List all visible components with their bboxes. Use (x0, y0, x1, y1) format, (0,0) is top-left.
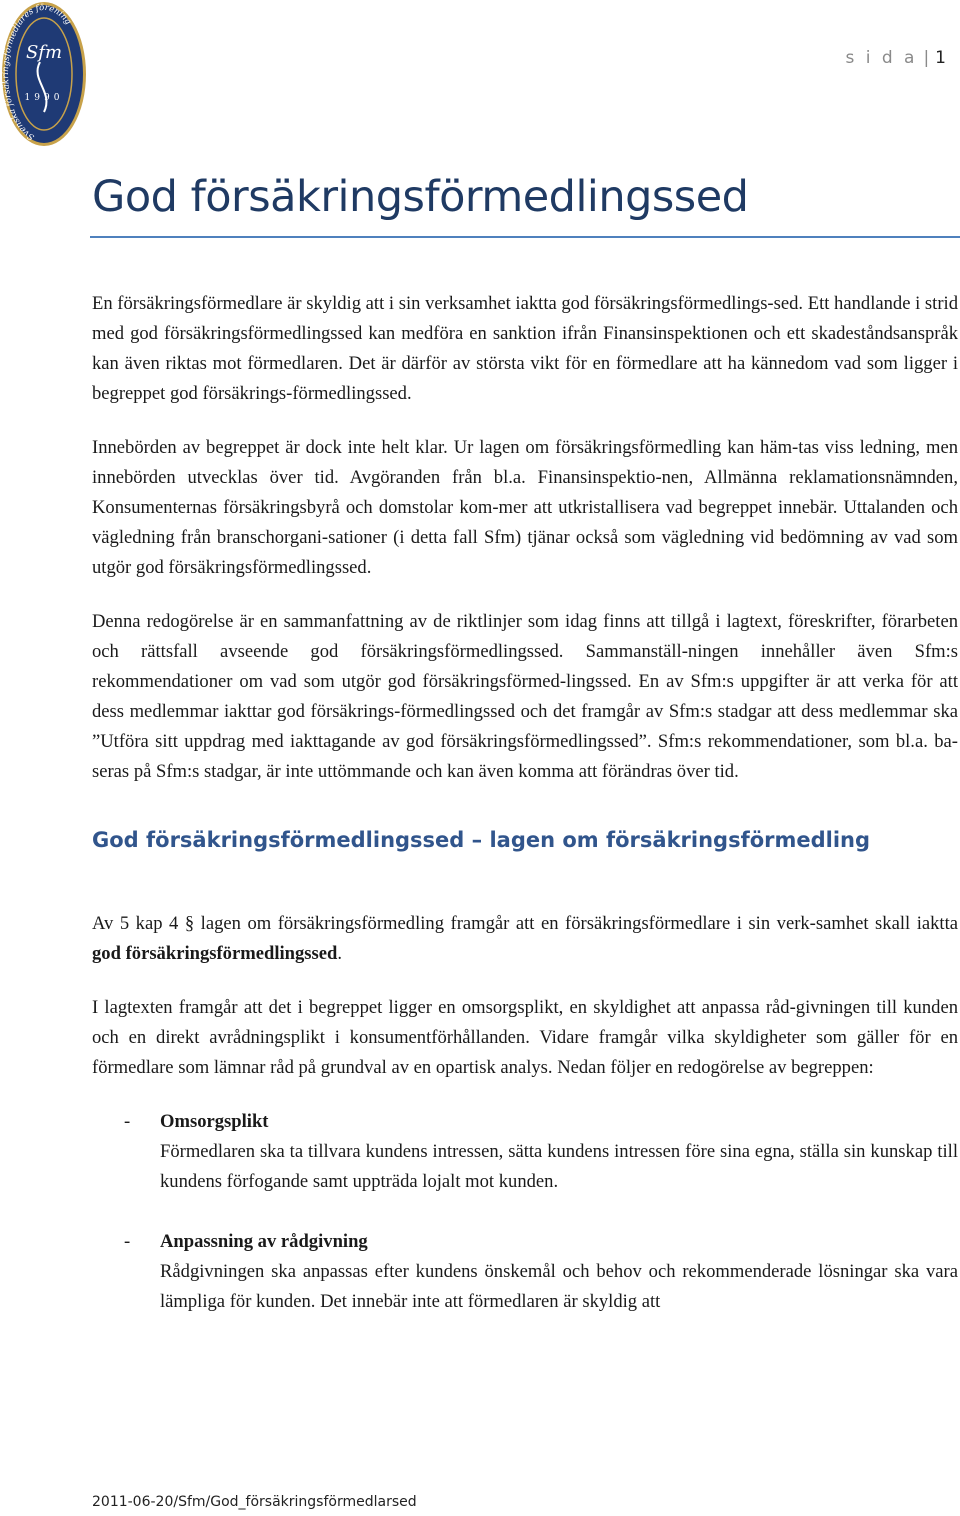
page-label: s i d a (845, 48, 918, 68)
paragraph: Innebörden av begreppet är dock inte helt klar. Ur lagen om försäkringsförmedling kan häm-tas viss ledning, men innebörden utvecklas över tid. Avgöranden från bl.a. Finansinspektio-nen, Allmänna reklamationsnämnden, Konsumenternas försäkringsbyrå och domstolar kom-mer att utkristallisera vad begreppet innebär. Uttalanden och vägledning från branschorgani-sationer (i detta fall Sfm) tjänar också som vägledning vid bedömning av vad som utgör god försäkringsförmedlingssed. (92, 437, 958, 578)
list-item-text: Förmedlaren ska ta tillvara kundens intressen, sätta kundens intressen före sina egna, ställa sin kunskap till kundens förfogande samt uppträda lojalt mot kunden. (160, 1141, 958, 1192)
list-item-heading: Omsorgsplikt (160, 1111, 269, 1132)
list-item-text: Rådgivningen ska anpassas efter kundens önskemål och behov och rekommenderade lösningar ska vara lämpliga för kunden. Det innebär inte att förmedlaren är skyldig att (160, 1261, 958, 1312)
paragraph: I lagtexten framgår att det i begreppet ligger en omsorgsplikt, en skyldighet att anpassa råd-givningen till kunden och en direkt avrådningsplikt i konsumentförhållanden. Vidare framgår vilka skyldigheter som gäller för en förmedlare som lämnar råd på grundval av en opartisk analys. Nedan följer en redogörelse av begreppen: (92, 997, 958, 1078)
list-bullet: - (124, 1111, 131, 1132)
sfm-logo (0, 0, 88, 150)
paragraph: Av 5 kap 4 § lagen om försäkringsförmedling framgår att en försäkringsförmedlare i sin verk-samhet skall iaktta god försäkringsförmedlingssed. (92, 913, 958, 964)
list-bullet: - (124, 1231, 131, 1252)
section-heading: God försäkringsförmedlingssed – lagen om försäkringsförmedling (92, 828, 871, 852)
document-title: God försäkringsförmedlingssed (92, 172, 749, 222)
paragraph: En försäkringsförmedlare är skyldig att i sin verksamhet iaktta god försäkringsförmedlings-sed. Ett handlande i strid med god försäkringsförmedlingssed kan medföra en sanktion ifrån Finansinspektionen och ett skadeståndsanspråk kan även riktas mot förmedlaren. Det är därför av största vikt för en förmedlare att ha kännedom vad som ligger i begreppet god försäkrings-förmedlingssed. (92, 293, 958, 404)
document-body (92, 289, 958, 1347)
svg-text:Svenska försäkringsförmedlares: Svenska försäkringsförmedlares förening (1, 2, 73, 142)
list-item-heading: Anpassning av rådgivning (160, 1231, 368, 1252)
page-number-value: 1 (935, 48, 946, 68)
footer: 2011-06-20/Sfm/God_försäkringsförmedlarsed (92, 1494, 417, 1510)
list-item (92, 1227, 958, 1317)
page-number: s i d a | 1 (845, 48, 946, 68)
bold-term: god försäkringsförmedlingssed (92, 943, 338, 964)
paragraph: Denna redogörelse är en sammanfattning av de riktlinjer som idag finns att tillgå i lagtext, föreskrifter, förarbeten och rättsfall avseende god försäkringsförmedlingssed. Sammanställ-ningen innehåller även Sfm:s rekommendationer om vad som utgör god försäkringsförmed-lingssed. En av Sfm:s uppgifter är att verka för att dess medlemmar iakttar god försäkrings-förmedlingssed och det framgår av Sfm:s stadgar att dess medlemmar ska ”Utföra sitt uppdrag med iakttagande av god försäkringsförmedlingssed”. Sfm:s rekommendationer, som bl.a. ba-seras på Sfm:s stadgar, är inte uttömmande och kan även komma att förändras över tid. (92, 611, 958, 782)
logo-monogram: Sfm (25, 42, 63, 63)
list-item (92, 1107, 958, 1197)
logo-year: 1990 (24, 93, 64, 103)
title-rule (90, 236, 960, 238)
